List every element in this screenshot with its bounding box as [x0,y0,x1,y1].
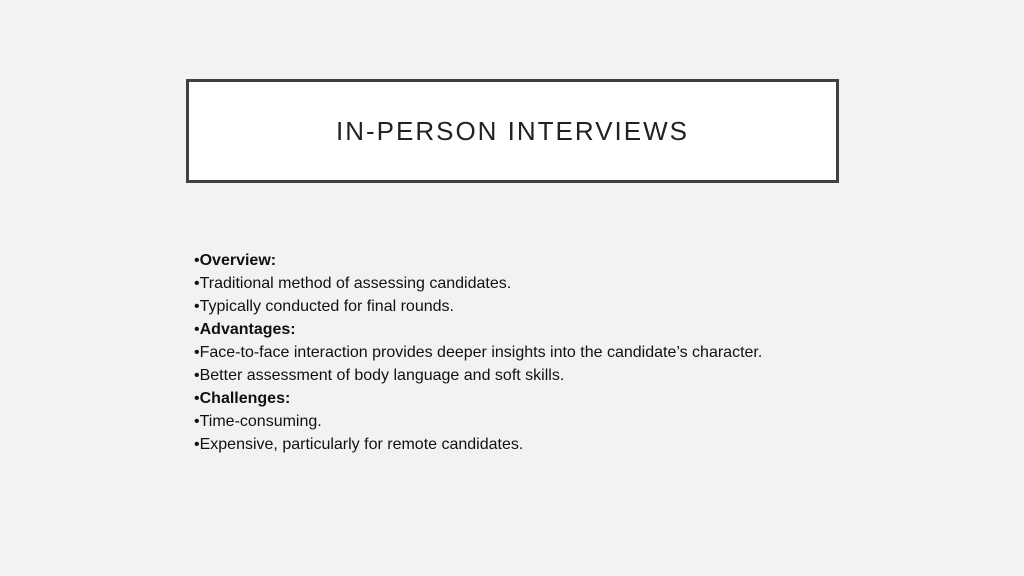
bullet-dot: • [194,436,200,453]
bullet-dot: • [194,413,200,430]
bullet-text: Time-consuming. [199,413,322,430]
bullet-heading: Overview: [199,252,277,269]
bullet-text: Expensive, particularly for remote candidates. [199,436,524,453]
bullet-heading: Advantages: [199,321,296,338]
bullet-dot: • [194,321,200,338]
list-item [194,410,894,433]
bullet-text: Typically conducted for final rounds. [199,298,454,315]
list-item [194,295,894,318]
bullet-text: Face-to-face interaction provides deeper insights into the candidate’s character. [199,344,763,361]
slide-title: IN-PERSON INTERVIEWS [335,115,689,146]
bullet-text: Better assessment of body language and soft skills. [199,367,565,384]
bullet-dot: • [194,390,200,407]
list-item [194,318,894,341]
bullet-dot: • [194,367,200,384]
title-box [186,79,839,183]
list-item [194,249,894,272]
list-item [194,341,894,364]
list-item [194,433,894,456]
list-item [194,364,894,387]
bullet-text: Traditional method of assessing candidates. [199,275,512,292]
bullet-dot: • [194,275,200,292]
bullet-dot: • [194,344,200,361]
list-item [194,272,894,295]
bullet-list [194,249,894,456]
bullet-dot: • [194,298,200,315]
bullet-heading: Challenges: [199,390,291,407]
bullet-dot: • [194,252,200,269]
list-item [194,387,894,410]
